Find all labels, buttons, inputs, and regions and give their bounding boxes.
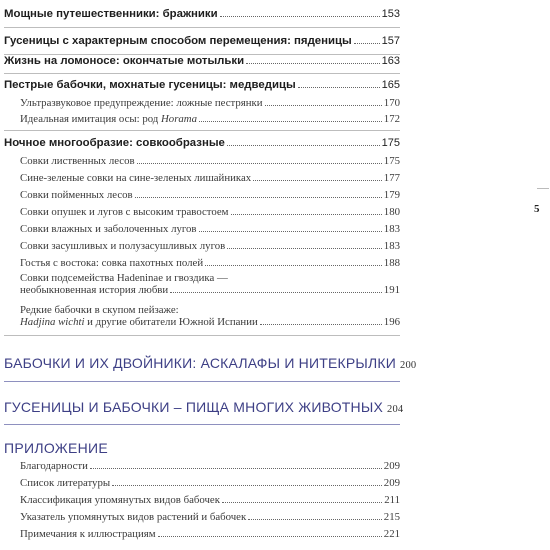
entry-page: 157	[381, 35, 400, 47]
entry-page: 175	[381, 137, 400, 149]
dot-leader	[248, 519, 382, 520]
entry-title: Совки лиственных лесов	[20, 155, 135, 167]
dot-leader	[158, 536, 382, 537]
chapter-title: БАБОЧКИ И ИХ ДВОЙНИКИ: АСКАЛАФЫ И НИТЕКРЫЛКИ	[4, 355, 397, 371]
toc-subentry[interactable]	[20, 113, 400, 125]
entry-page: 153	[381, 8, 400, 20]
divider	[4, 130, 400, 131]
appendix-title[interactable]: ПРИЛОЖЕНИЕ	[4, 440, 109, 456]
entry-title: Ультразвуковое предупреждение: ложные пестрянки	[20, 97, 263, 109]
dot-leader	[205, 265, 382, 266]
entry-page: 191	[383, 284, 400, 296]
entry-page: 221	[383, 528, 400, 540]
toc-chapter-askalafy[interactable]	[4, 355, 417, 371]
entry-title: Ночное многообразие: совкообразные	[4, 137, 225, 149]
dot-leader	[135, 197, 382, 198]
entry-page: 211	[384, 494, 400, 506]
dot-leader	[265, 105, 382, 106]
entry-title: Идеальная имитация осы: род Horama	[20, 113, 197, 125]
dot-leader	[220, 16, 380, 17]
toc-subentry[interactable]	[20, 97, 400, 109]
toc-entry-medveditsy[interactable]	[4, 79, 400, 91]
entry-title: Примечания к иллюстрациям	[20, 528, 156, 540]
dot-leader	[170, 292, 382, 293]
latin-name: Hadjina wichti	[20, 316, 85, 328]
dot-leader	[199, 121, 382, 122]
toc-chapter-pishcha[interactable]	[4, 399, 404, 415]
dot-leader	[112, 485, 382, 486]
dot-leader	[231, 214, 382, 215]
latin-name: Horama	[161, 113, 197, 125]
entry-page: 180	[383, 206, 400, 218]
toc-entry-sovkoobraznye[interactable]	[4, 137, 400, 149]
entry-page: 177	[383, 172, 400, 184]
dot-leader	[260, 324, 382, 325]
toc-subentry[interactable]	[20, 206, 400, 218]
toc-appendix-item[interactable]	[20, 511, 400, 523]
divider	[4, 27, 400, 28]
entry-title: Жизнь на ломоносе: окончатые мотыльки	[4, 55, 245, 67]
page-number: 5	[534, 203, 540, 215]
margin-tick	[537, 188, 549, 189]
toc-subentry[interactable]	[20, 189, 400, 201]
toc-appendix-item[interactable]	[20, 494, 400, 506]
chapter-page: 200	[400, 360, 417, 371]
entry-title-last-line	[20, 284, 400, 296]
divider	[4, 335, 400, 336]
toc-subentry[interactable]	[20, 223, 400, 235]
entry-title: Сине-зеленые совки на сине-зеленых лишайниках	[20, 172, 252, 184]
entry-title: Гостья с востока: совка пахотных полей	[20, 257, 204, 269]
toc-subentry-redkie[interactable]	[20, 304, 400, 328]
toc-entry-okonchatye[interactable]	[4, 55, 400, 67]
entry-title-line: Hadjina wichti и другие обитатели Южной Испании	[20, 316, 258, 328]
entry-page: 209	[383, 460, 400, 472]
entry-title-line: необыкновенная история любви	[20, 284, 169, 296]
entry-title: Список литературы	[20, 477, 111, 489]
entry-title: Указатель упомянутых видов растений и бабочек	[20, 511, 247, 523]
entry-title-line: Совки подсемейства Hadeninae и гвоздика —	[20, 272, 228, 284]
toc-appendix-item[interactable]	[20, 528, 400, 540]
entry-page: 170	[383, 97, 400, 109]
entry-page: 183	[383, 223, 400, 235]
toc-subentry[interactable]	[20, 257, 400, 269]
dot-leader	[227, 248, 382, 249]
entry-title: Совки засушливых и полузасушливых лугов	[20, 240, 226, 252]
toc-entry-brazhniki[interactable]	[4, 8, 400, 20]
entry-page: 188	[383, 257, 400, 269]
toc-entry-pyadenitsy[interactable]	[4, 35, 400, 47]
dot-leader	[199, 231, 382, 232]
chapter-page: 204	[387, 404, 404, 415]
entry-page: 175	[383, 155, 400, 167]
divider	[4, 381, 400, 382]
entry-page: 183	[383, 240, 400, 252]
entry-title: Классификация упомянутых видов бабочек	[20, 494, 220, 506]
entry-page: 165	[381, 79, 400, 91]
entry-title: Гусеницы с характерным способом перемещения: пяденицы	[4, 35, 352, 47]
dot-leader	[253, 180, 382, 181]
chapter-title: ГУСЕНИЦЫ И БАБОЧКИ – ПИЩА МНОГИХ ЖИВОТНЫХ	[4, 399, 383, 415]
dot-leader	[298, 87, 380, 88]
entry-title: Мощные путешественники: бражники	[4, 8, 218, 20]
entry-page: 215	[383, 511, 400, 523]
divider	[4, 73, 400, 74]
dot-leader	[222, 502, 382, 503]
entry-page: 209	[383, 477, 400, 489]
entry-title: Совки влажных и заболоченных лугов	[20, 223, 197, 235]
entry-title-last-line	[20, 316, 400, 328]
toc-subentry[interactable]	[20, 172, 400, 184]
entry-page: 196	[383, 316, 400, 328]
toc-subentry[interactable]	[20, 240, 400, 252]
toc-appendix-item[interactable]	[20, 460, 400, 472]
dot-leader	[227, 145, 380, 146]
divider	[4, 424, 400, 425]
toc-subentry[interactable]	[20, 155, 400, 167]
entry-title: Совки пойменных лесов	[20, 189, 133, 201]
dot-leader	[246, 63, 380, 64]
entry-page: 172	[383, 113, 400, 125]
toc-appendix-item[interactable]	[20, 477, 400, 489]
entry-title-line: Редкие бабочки в скупом пейзаже:	[20, 304, 179, 316]
entry-title: Пестрые бабочки, мохнатые гусеницы: медведицы	[4, 79, 296, 91]
dot-leader	[90, 468, 382, 469]
entry-page: 163	[381, 55, 400, 67]
toc-subentry-hadeninae[interactable]	[20, 272, 400, 296]
dot-leader	[354, 43, 380, 44]
entry-title: Совки опушек и лугов с высоким травостоем	[20, 206, 229, 218]
dot-leader	[137, 163, 382, 164]
entry-page: 179	[383, 189, 400, 201]
entry-title: Благодарности	[20, 460, 88, 472]
